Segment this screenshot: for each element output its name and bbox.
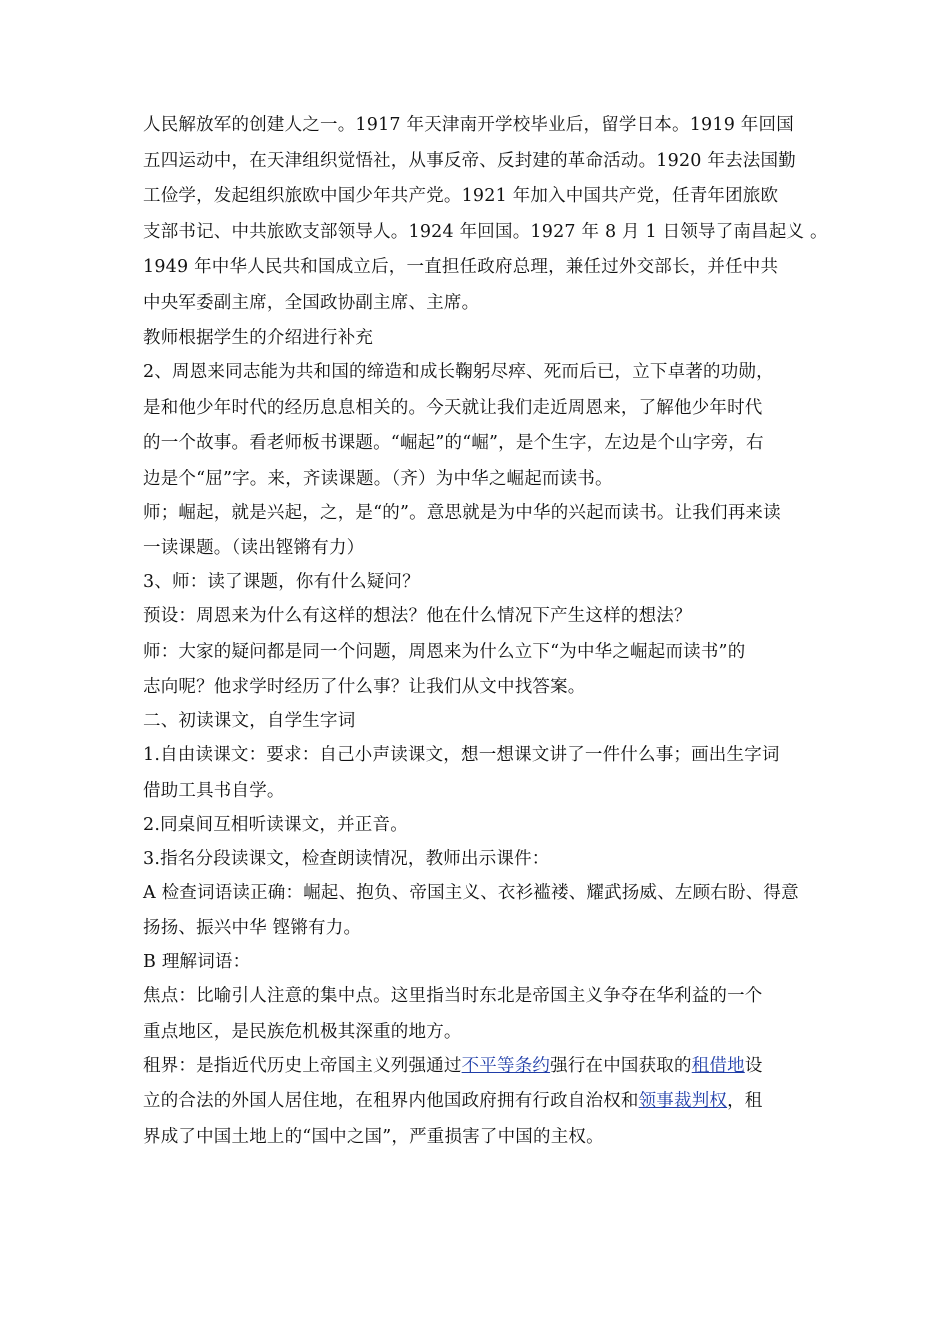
teacher-question-line-1: 师：大家的疑问都是同一个问题，周恩来为什么立下“为中华之崛起而读书”的 (143, 641, 746, 662)
step-1-line-1: 1.自由读课文：要求：自己小声读课文，想一想课文讲了一件什么事；画出生字词 (143, 745, 780, 765)
intro-line-4: 支部书记、中共旅欧支部领导人。1924 年回国。1927 年 8 月 1 日领导了南昌起义 。 (143, 221, 828, 242)
intro-line-3: 工俭学，发起组织旅欧中国少年共产党。1921 年加入中国共产党，任青年团旅欧 (143, 186, 779, 206)
vocab-understanding-heading: B 理解词语： (143, 952, 251, 972)
document-page (143, 108, 828, 1155)
paragraph-2-line-2: 是和他少年时代的经历息息相关的。今天就让我们走近周恩来，了解他少年时代 (143, 397, 763, 418)
intro-line-5: 1949 年中华人民共和国成立后，一直担任政府总理，兼任过外交部长，并任中共 (143, 257, 779, 277)
step-3: 3.指名分段读课文，检查朗读情况，教师出示课件： (143, 848, 550, 869)
paragraph-2-line-1: 2、周恩来同志能为共和国的缔造和成长鞠躬尽瘁、死而后已，立下卓著的功勋， (143, 362, 774, 382)
concession-definition-line-2 (143, 1084, 809, 1120)
intro-line-1: 人民解放军的创建人之一。1917 年天津南开学校毕业后，留学日本。1919 年回国 (143, 115, 794, 135)
vocab-check-line-1: A 检查词语读正确：崛起、抱负、帝国主义、衣衫褴褛、耀武扬威、左顾右盼、得意 (143, 882, 799, 903)
step-2: 2.同桌间互相听读课文，并正音。 (143, 814, 408, 835)
focus-definition-line-1: 焦点：比喻引人注意的集中点。这里指当时东北是帝国主义争夺在华利益的一个 (143, 986, 763, 1006)
paragraph-2-line-4: 边是个“屈”字。来，齐读课题。（齐）为中华之崛起而读书。 (143, 468, 613, 489)
focus-definition-line-2: 重点地区，是民族危机极其深重的地方。 (143, 1021, 462, 1042)
step-1-line-2: 借助工具书自学。 (143, 780, 285, 801)
teacher-remark-line-2: 一读课题。（读出铿锵有力） (143, 538, 365, 558)
vocab-check-line-2: 扬扬、振兴中华 铿锵有力。 (143, 918, 362, 938)
teacher-remark-line-1: 师；崛起，就是兴起，之，是“的”。意思就是为中华的兴起而读书。让我们再来读 (143, 502, 781, 523)
intro-line-2: 五四运动中，在天津组织觉悟社，从事反帝、反封建的革命活动。1920 年去法国勤 (143, 150, 796, 171)
paragraph-2-line-3: 的一个故事。看老师板书课题。“崛起”的“崛”，是个生字，左边是个山字旁，右 (143, 433, 764, 453)
teacher-supplement-note: 教师根据学生的介绍进行补充 (143, 328, 374, 348)
concession-text-e: ，租 (727, 1091, 763, 1111)
concession-text-a: 租界：是指近代历史上帝国主义列强通过 (143, 1055, 462, 1076)
concession-text-d: 立的合法的外国人居住地，在租界内他国政府拥有行政自治权和 (143, 1091, 639, 1111)
intro-line-6: 中央军委副主席，全国政协副主席、主席。 (143, 292, 480, 313)
leased-territory-link[interactable]: 租借地 (691, 1055, 745, 1076)
preset-question: 预设：周恩来为什么有这样的想法？他在什么情况下产生这样的想法？ (143, 606, 692, 626)
consular-jurisdiction-link[interactable]: 领事裁判权 (638, 1091, 728, 1111)
concession-definition-line-3: 界成了中国土地上的“国中之国”，严重损害了中国的主权。 (143, 1126, 604, 1147)
question-heading: 3、师：读了课题，你有什么疑问？ (143, 572, 420, 592)
teacher-question-line-2: 志向呢？他求学时经历了什么事？让我们从文中找答案。 (143, 677, 586, 697)
concession-definition-line-1 (143, 1049, 809, 1085)
section-2-heading: 二、初读课文，自学生字词 (143, 711, 356, 731)
concession-text-c: 设 (744, 1055, 763, 1076)
concession-text-b: 强行在中国获取的 (550, 1055, 692, 1076)
unequal-treaties-link[interactable]: 不平等条约 (461, 1055, 551, 1076)
